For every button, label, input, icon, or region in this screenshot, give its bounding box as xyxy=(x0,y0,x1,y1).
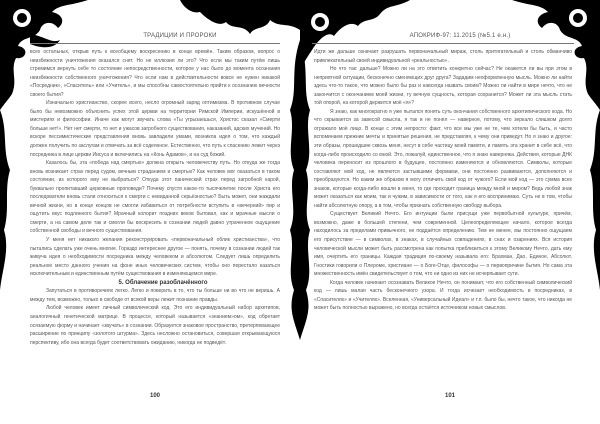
paragraph: Казалось бы, эта «победа над смертью» должна открыть человечеству путь. Но откуда же тогда вновь возникает страх перед судом, вечным страданием и смертью? Как человек мог оказаться в таком состоянии, из которого ему не выбраться? Откуда этот панический страх перед загробной карой, буквально пропитавший церковные проповеди? Почему спустя какое-то тысячелетие после Христа его последователи вновь стали относиться к смерти с невиданной серьёзностью? Быть может, они жаждали вечной жизни, но в конце концов не смогли избавиться от потребности вступить в «вечерний» пир и ощутить вкус подлинного бытия? Мрачный колорит поздних веков бытовал, как и мрачные мысли о смерти, а на самом деле так и смогли бы воскресить в сознании людей давно утраченное ощущение собственной свободы и вечного существования. xyxy=(30,160,280,235)
paragraph: Я знаю, как многократно я уже пытался понять суть окончания собственного архетипического кода. Но что скрывается за завесой смысла, я так и не понял — наверное, потому, что зеркало слишком долго отражало моё лицо. В конце с этим непросто: факт, что все мы уже не те, чем хотели бы быть, и часто вспоминаем прежние мечты и принятые решения, не представляя, к чему они приведут. Но я знаю и другое: эти образы, прошедшие сквозь меня, несут в себе частицу моей памяти, и память эта хранит в себе всё, что когда-либо происходило со мной. Это, пожалуй, единственное, что я знаю наверняка. Действия, которые ДНК человека переносит из прошлого в будущее, постоянно изменяются и обновляются. Символы, которые составляют мой код, не являются застывшими формами, они постоянно развиваются, дополняются и преобразуются. Но каким же образом я могу отличить свой код от чужого? Если мой код — это сумма всех знаков, которые когда-либо вошли в меня, то где проходит граница между мной и миром? Ведь любой знак может оказаться как моим, так и чужим, в зависимости от того, как я его воспринимаю. Суть не в том, чтобы найти абсолютную опору, а в том, чтобы признать собственную свободу выбора. xyxy=(314,108,572,209)
section-title: 5. Облачение разоблачённого xyxy=(118,279,208,286)
paragraph: Когда человек начинает осознавать Великое Нечто, он понимает, что его собственный символический код — лишь малая часть бесконечного узора. И тогда исчезает необходимость в посредниках, в «Спасителях» и «Учителях». Вселенная, «Универсальный Идеал» и т.п. было бы, нечто такое, что никогда не может быть полностью выражено, но всегда остаётся источником новых смыслов. xyxy=(314,279,572,312)
side-ornament-icon xyxy=(588,110,600,290)
paragraph: всех остальных, открыв путь к всеобщему воскресению в конце времён. Таким образом, вопрос о неизбежности уничтожения оказался снят. Но не иллюзия ли это? Что если мы таким путём лишь стремимся вернуть себе то состояние непосредственности, которое у нас было до момента осознания неизбежности собственного уничтожения? Что если нам в действительности вовсе не нужен никакой «Посредник», «Спаситель» или «Учитель», и мы способны самостоятельно прийти к осознанию вечности своего бытия? xyxy=(30,49,280,98)
side-ornament-icon xyxy=(0,110,12,290)
paragraph: Изначально христианство, скорее всего, несло огромный заряд оптимизма. В противном случае было бы невозможно объяснить успех этой церкви на территории Римской Империи, искушённой в мистериях и философии. Иначе как могут звучать слова «Ты угрызаешься, Христос сказал «Смерти больше нет!». Нет нет смерти, то нет и ужасов загробного существования, наказаний, адских мучений. Но вскоре пессимистические представления вновь завладели умами, возникла идея о том, что каждый должен получить по заслугам и отвечать за всё содеянное. Естественно, что путь к спасению лежит через посредника в лице церкви Иисуса и включились на «Конь Адамов», и на суд божий. xyxy=(30,100,280,158)
paragraph: У меня нет никакого желания реконструировать «первоначальный облик христианства», что пытались сделать уже очень многие. Гораздо интереснее другое — понять, почему в сознании людей так живуча идея о необходимости посредника между человеком и абсолютом. Следует лишь определить реальное место данного учения на фоне иных человеческих систем, чтобы оно перестало казаться исключительным и единственным путём существования в изменяющемся мире. xyxy=(30,237,280,278)
header-rule xyxy=(30,43,280,44)
running-header: ТРАДИЦИИ И ПРОРОКИ xyxy=(143,33,217,39)
side-ornament-icon xyxy=(284,40,300,340)
page-number: 101 xyxy=(444,393,455,399)
text-column xyxy=(30,48,280,347)
paragraph: Запутаться в противоречиях легко. Легко и поверить в то, что ты больше ни во что не веришь. А между тем, возможно, только в свободе от всякой веры лежит познание правды. xyxy=(30,288,280,303)
right-page xyxy=(300,0,600,424)
side-ornament-icon xyxy=(300,40,314,340)
header-rule xyxy=(312,43,574,44)
paragraph: Но что так: дальше? Можно ли на это ответить конкретно сейчас? Не окажется ли вы при этом в неприятной ситуации, бесконечно сменяющих друг друга? Зададим неоформленную мысль. Можно ли найти здесь что-то такое, что можно было бы раз и навсегда назвать своим? Можно ли найти в мире нечто, что не закончится с окончанием моей жизни, ту вечную сущность, которая сохранится? Может ли эта мысль стать той опорой, на которой держится моё «я»? xyxy=(314,66,572,107)
page-number: 100 xyxy=(149,393,160,399)
paragraph: Идти же дальше означает разрушать первоначальный мираж, столь притягательный и столь обманчиво привлекательный своей индивидуальной «реальностью». xyxy=(314,49,572,64)
paragraph: Существует Великий Нечто. Его интуиции были присущи уже первобытной культуре, причём, возможно, даже в большей степени, чем современной. Целеопределяющее начало, которое всегда находилось за пределами привычного, не поддаётся определению. Тем не менее, мы постоянно ощущаем его присутствие — в символах, в знаках, в случайных совпадениях, в снах и озарениях. Вся история человеческой мысли может быть рассмотрена как попытка приблизиться к этому Великому Нечто, дать ему имя, очертить его границы. Каждая традиция по-своему называла его: Брахман, Дао, Единое, Абсолют. Гностики говорили о Плероме, христиане — о Боге-Отце, философы — о первопричине бытия. Но сама эта множественность имён свидетельствует о том, что ни одно из них не исчерпывает сути. xyxy=(314,211,572,278)
paragraph: Любой человек имеет личный символический код. Это его индивидуальный набор архетипов, аналогичный генетической матрице. В процессе, который называется «знанием»ом», код обретает осязаемую форму и начинает «звучать» в сознании. Образуется знаковое пространство, претерпевающее расширение по принципу «золотого штурма». Здесь несложно остановиться, совершая открывающуюся перспективу, ибо она всегда будет соответствовать ожиданию, никогда не подведёт. xyxy=(30,305,280,346)
running-header: АПОКРИФ-97: 11.2015 (№5.1 е.н.) xyxy=(409,33,511,39)
text-column xyxy=(314,48,572,313)
